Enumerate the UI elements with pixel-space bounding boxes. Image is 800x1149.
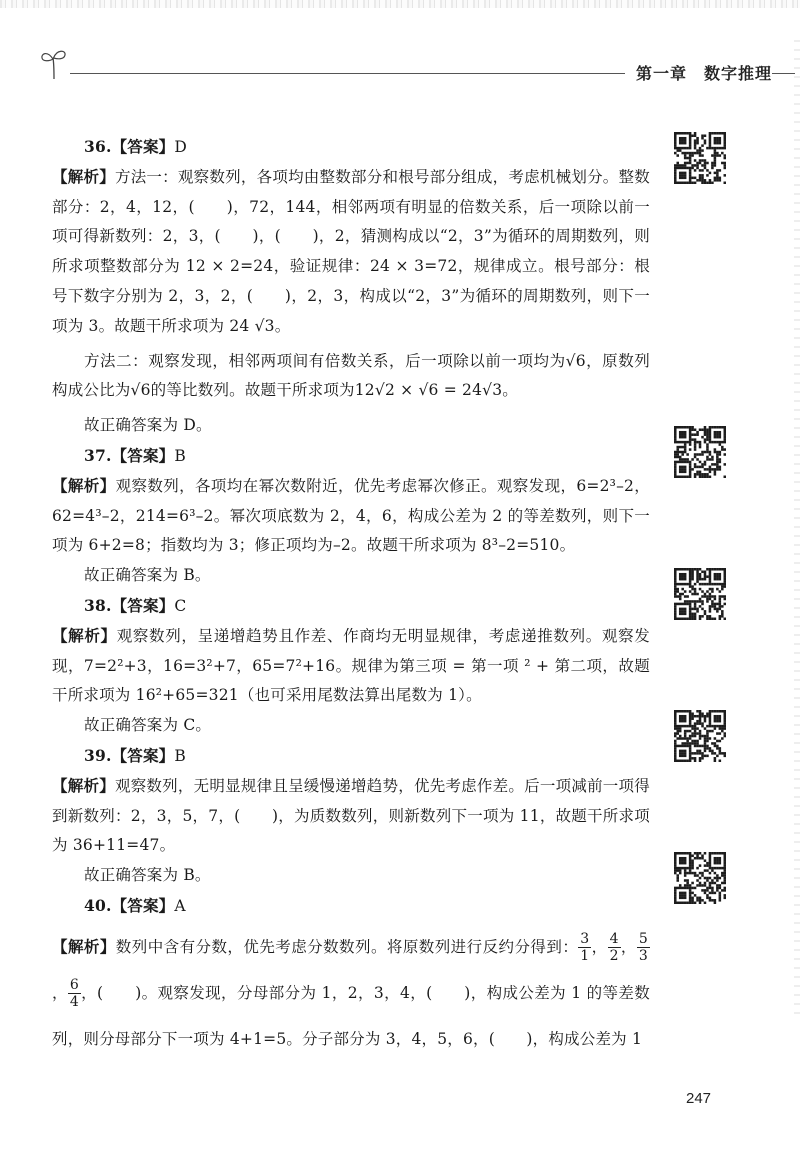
scan-noise-right	[794, 40, 800, 1020]
fraction-4-2: $\frac{4}{2}$	[609, 931, 619, 965]
fraction-5-3: $\frac{5}{3}$	[638, 931, 648, 965]
qr-code-icon-38[interactable]	[674, 568, 726, 620]
answer-37-conclusion: 故正确答案为 B。	[84, 566, 211, 585]
answer-38-conclusion: 故正确答案为 C。	[84, 716, 212, 735]
answer-36-analysis: 【解析】方法一：观察数列，各项均由整数部分和根号部分组成，考虑机械划分。整数部分：2，4，12，( )，72，144，相邻两项有明显的倍数关系，后一项除以前一项可得新数列：2，3，( )，( )，2，猜测构成以“2，3”为循环的周期数列，则所求项整数部分为 12 × 2=24，验证规律：24 × 3=72，规律成立。根号部分：根号下数字分别为 2，3，2，( )，2，3，构成以“2，3”为循环的周期数列，则下一项为 3。故题干所求项为 24 √3。	[52, 167, 650, 335]
header-rule-left	[70, 73, 625, 74]
qr-code-icon-40[interactable]	[674, 852, 726, 904]
page-header	[40, 46, 795, 82]
answer-40-heading: 40.【答案】A	[84, 895, 186, 915]
answer-39-heading: 39.【答案】B	[84, 745, 186, 765]
answer-40-analysis: 【解析】数列中含有分数，优先考虑分数数列。将原数列进行反约分得到： $\frac{3}{1}$ ， $\frac{4}{2}$ ， $\frac{5}{3}$ ， $\frac{6}{4}$ ，( )。观察发现，分母部分为 1，2，3，4，( )，构成公差为 1 的等差数列，则分母部分下一项为 4+1=5。分子部分为 3，4，5，6，( )，构成公差为 1	[52, 931, 651, 1048]
chapter-title: 第一章 数字推理	[636, 64, 773, 83]
answer-36-method2: 方法二：观察发现，相邻两项间有倍数关系，后一项除以前一项均为√6，原数列构成公比为√6的等比数列。故题干所求项为12√2 × √6 = 24√3。	[52, 351, 650, 400]
header-rule-right	[772, 73, 795, 74]
scan-noise-top	[0, 0, 800, 8]
answer-39-conclusion: 故正确答案为 B。	[84, 866, 211, 885]
answer-39-analysis: 【解析】观察数列，无明显规律且呈缓慢递增趋势，优先考虑作差。后一项减前一项得到新数列：2，3，5，7，( )，为质数数列，则新数列下一项为 11，故题干所求项为 36+11=47。	[52, 776, 650, 855]
fraction-3-1: $\frac{3}{1}$	[580, 931, 590, 965]
qr-code-icon-36[interactable]	[674, 132, 726, 184]
qr-code-icon-39[interactable]	[674, 710, 726, 762]
answer-36-heading: 36.【答案】D	[84, 137, 188, 156]
answer-38-heading: 38.【答案】C	[84, 595, 187, 615]
answer-38-analysis: 【解析】观察数列，呈递增趋势且作差、作商均无明显规律，考虑递推数列。观察发现，7=2²+3，16=3²+7，65=7²+16。规律为第三项 = 第一项 ² + 第二项，故题干所求项为 16²+65=321（也可采用尾数法算出尾数为 1）。	[52, 626, 650, 705]
answer-36-conclusion: 故正确答案为 D。	[84, 416, 212, 435]
answer-37-analysis: 【解析】观察数列，各项均在幂次数附近，优先考虑幂次修正。观察发现，6=2³–2，62=4³–2，214=6³–2。幂次项底数为 2，4，6，构成公差为 2 的等差数列，则下一项为 6+2=8；指数均为 3；修正项均为–2。故题干所求项为 8³–2=510。	[52, 476, 650, 555]
page-body	[52, 132, 650, 1062]
page-number: 247	[686, 1090, 712, 1107]
qr-code-icon-37[interactable]	[674, 426, 726, 478]
answer-37-heading: 37.【答案】B	[84, 445, 186, 465]
fraction-6-4: $\frac{6}{4}$	[69, 977, 79, 1011]
sprout-icon	[40, 46, 68, 80]
